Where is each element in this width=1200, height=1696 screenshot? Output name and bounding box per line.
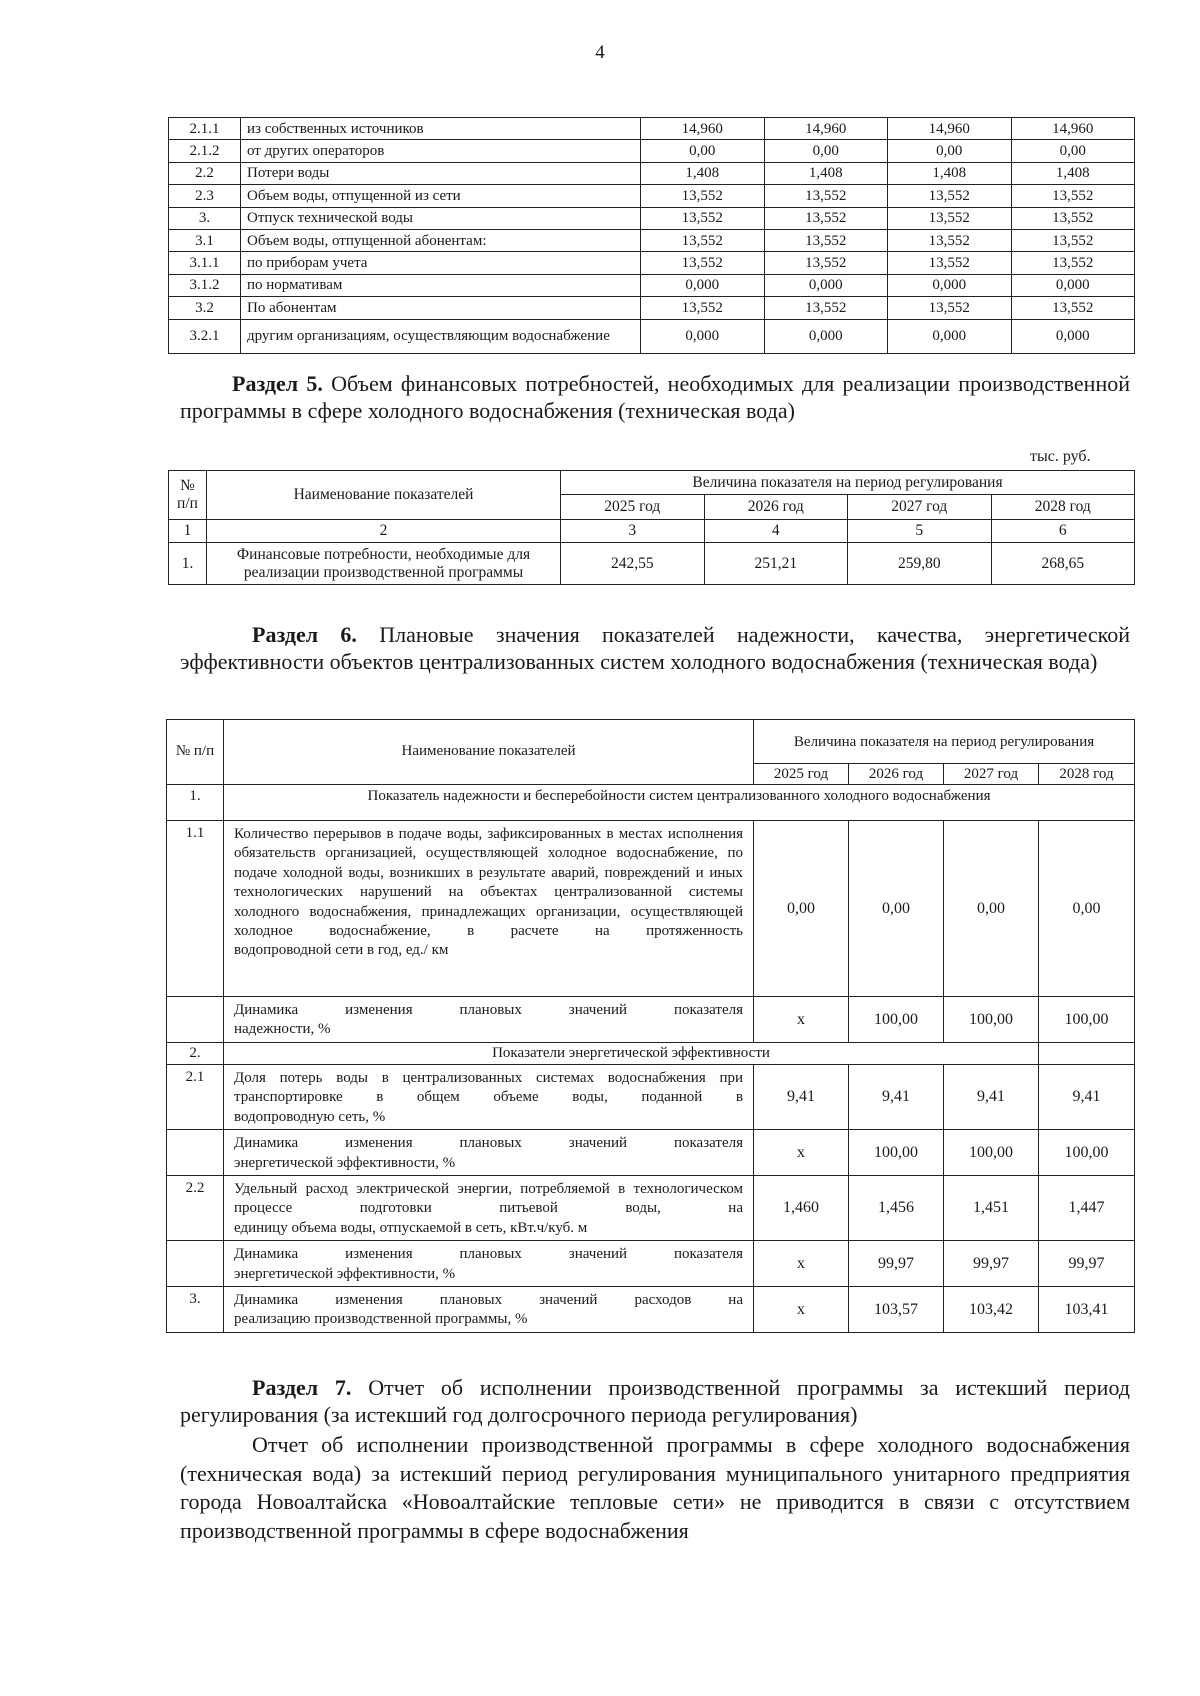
table-row [169,118,1135,140]
table-row [169,162,1135,184]
s6-year: 2028 год [1039,764,1135,785]
r22-value: 1,456 [849,1176,944,1241]
row-value: 0,000 [764,274,888,296]
row-value: 14,960 [1011,118,1135,140]
row-value: 14,960 [888,118,1012,140]
r22d-value: 99,97 [849,1241,944,1287]
row-number: 3.1.1 [169,252,241,274]
row-name: по приборам учета [241,252,641,274]
s5-row-num: 1. [169,543,207,585]
row-name: Объем воды, отпущенной абонентам: [241,229,641,251]
row-value: 13,552 [764,185,888,207]
r21d-value: 100,00 [849,1130,944,1176]
s5-head-num: № п/п [169,471,207,520]
r21d-name-a: Динамика изменения плановых значений показателя [234,1135,743,1152]
s5-col-number: 5 [848,520,992,543]
s5-row-value: 242,55 [561,543,705,585]
s5-col-number: 4 [704,520,848,543]
r22-name [224,1176,754,1241]
r22d-name [224,1241,754,1287]
row-value: 13,552 [888,297,1012,319]
section6-title: Плановые значения показателей надежности, качества, энергетической эффективности объектов централизованных систем холодного водоснабжения (техническая вода) [180,622,1130,674]
r22d-value: 99,97 [944,1241,1039,1287]
group2-empty-cell [1039,1043,1135,1065]
section6-heading [180,621,1130,675]
r22-value: 1,451 [944,1176,1039,1241]
row-value: 13,552 [641,185,765,207]
row-number: 2.2 [169,162,241,184]
group2-title: Показатели энергетической эффективности [224,1043,1039,1065]
section7-body [180,1431,1130,1545]
row-value: 13,552 [641,207,765,229]
r21d-value: 100,00 [944,1130,1039,1176]
s6-year: 2026 год [849,764,944,785]
row-name: Потери воды [241,162,641,184]
r11-name-b: водопроводной сети в год, ед./ км [234,942,449,959]
reliability-indicators-table [166,719,1135,1333]
section5-heading [180,370,1130,424]
r22-name-a: Удельный расход электрической энергии, потребляемой в технологическом процессе подготовки питьевой воды, на [234,1181,743,1217]
table-row [169,319,1135,353]
s6-head-num: № п/п [167,720,224,785]
r21-name-a: Доля потерь воды в централизованных системах водоснабжения при транспортировке в общем объеме воды, поданной в [234,1070,743,1106]
row-value: 13,552 [764,297,888,319]
s6-year: 2027 год [944,764,1039,785]
row-number: 2.1.1 [169,118,241,140]
table-row [169,297,1135,319]
row-value: 0,00 [888,140,1012,162]
r21d-name [224,1130,754,1176]
row-name: от других операторов [241,140,641,162]
r11d-num [167,997,224,1043]
r11d-value: 100,00 [944,997,1039,1043]
row-value: 13,552 [888,229,1012,251]
s5-row-value: 268,65 [991,543,1135,585]
r11d-name-a: Динамика изменения плановых значений показателя [234,1002,743,1018]
r21d-name-b: энергетической эффективности, % [234,1154,456,1171]
r3-value: 103,41 [1039,1287,1135,1333]
r21-value: 9,41 [1039,1065,1135,1130]
row-number: 3.1 [169,229,241,251]
group1-title: Показатель надежности и бесперебойности систем централизованного холодного водоснабжения [224,785,1135,821]
row-value: 1,408 [641,162,765,184]
row-value: 13,552 [641,229,765,251]
s5-row-value: 259,80 [848,543,992,585]
table-row [169,140,1135,162]
s5-col-number: 2 [207,520,561,543]
r3-name-b: реализацию производственной программы, % [234,1311,528,1328]
row-name: Отпуск технической воды [241,207,641,229]
r11-name-a: Количество перерывов в подаче воды, зафиксированных в местах исполнения обязательств организацией, осуществляющей холодное водоснабжение, по подаче холодной воды, возникших в результате аварий, повреждений и иных технологических нарушений на объектах централизованной системы холодного водоснабжения, принадлежащих организации, осуществляющей холодное водоснабжение, в расчете на протяженность [234,826,743,940]
row-value: 13,552 [764,207,888,229]
row-number: 2.3 [169,185,241,207]
s6-head-name: Наименование показателей [224,720,754,785]
r22-value: 1,460 [754,1176,849,1241]
row-value: 13,552 [641,252,765,274]
row-value: 0,000 [641,319,765,353]
r11-value: 0,00 [754,821,849,997]
row-value: 14,960 [641,118,765,140]
r22-value: 1,447 [1039,1176,1135,1241]
table-row [169,185,1135,207]
row-value: 0,000 [641,274,765,296]
row-number: 3.2.1 [169,319,241,353]
r21-value: 9,41 [849,1065,944,1130]
row-name: из собственных источников [241,118,641,140]
page-number: 4 [595,42,605,63]
row-value: 0,00 [641,140,765,162]
r11-value: 0,00 [1039,821,1135,997]
r21d-num [167,1130,224,1176]
s6-year: 2025 год [754,764,849,785]
section5-label: Раздел 5. [232,371,323,396]
row-value: 13,552 [764,252,888,274]
s5-row-value: 251,21 [704,543,848,585]
r21-value: 9,41 [754,1065,849,1130]
row-name: другим организациям, осуществляющим водоснабжение [241,319,641,353]
table-row [169,229,1135,251]
row-value: 13,552 [764,229,888,251]
row-number: 3. [169,207,241,229]
row-value: 1,408 [888,162,1012,184]
r22d-value: х [754,1241,849,1287]
table-row [169,274,1135,296]
section6-label: Раздел 6. [252,622,357,647]
row-value: 13,552 [1011,185,1135,207]
s5-head-name: Наименование показателей [207,471,561,520]
row-value: 0,000 [764,319,888,353]
row-value: 0,000 [1011,319,1135,353]
s5-head-period: Величина показателя на период регулирования [561,471,1135,495]
section7-heading [180,1374,1130,1428]
r22-num: 2.2 [167,1176,224,1241]
r3-value: 103,57 [849,1287,944,1333]
row-number: 2.1.2 [169,140,241,162]
r22d-num [167,1241,224,1287]
row-number: 3.1.2 [169,274,241,296]
r21d-value: 100,00 [1039,1130,1135,1176]
row-value: 13,552 [888,185,1012,207]
section5-unit: тыс. руб. [1030,448,1091,465]
r11d-name-b: надежности, % [234,1021,331,1038]
row-number: 3.2 [169,297,241,319]
r21-num: 2.1 [167,1065,224,1130]
section7-label: Раздел 7. [252,1375,352,1400]
r3-name-a: Динамика изменения плановых значений расходов на [234,1292,743,1309]
row-value: 13,552 [888,252,1012,274]
r11d-value: 100,00 [849,997,944,1043]
row-value: 1,408 [1011,162,1135,184]
r22d-value: 99,97 [1039,1241,1135,1287]
r22d-name-b: энергетической эффективности, % [234,1265,456,1282]
row-name: По абонентам [241,297,641,319]
table-row [169,207,1135,229]
financial-needs-table [168,470,1135,585]
row-value: 0,000 [1011,274,1135,296]
s5-col-number: 1 [169,520,207,543]
row-value: 13,552 [641,297,765,319]
section7-title: Отчет об исполнении производственной программы за истекший период регулирования (за истекший год долгосрочного периода регулирования) [180,1375,1131,1427]
r22-name-b: единицу объема воды, отпускаемой в сеть, кВт.ч/куб. м [234,1219,588,1236]
water-balance-table [168,117,1135,354]
r3-value: х [754,1287,849,1333]
r11-name [224,821,754,997]
r11d-value: 100,00 [1039,997,1135,1043]
r11d-name [224,997,754,1043]
group2-num: 2. [167,1043,224,1065]
row-value: 0,000 [888,319,1012,353]
r21d-value: х [754,1130,849,1176]
section5-title: Объем финансовых потребностей, необходимых для реализации производственной программы в сфере холодного водоснабжения (техническая вода) [180,371,1131,423]
r3-num: 3. [167,1287,224,1333]
row-value: 13,552 [1011,207,1135,229]
row-value: 13,552 [888,207,1012,229]
s5-year: 2025 год [561,495,705,520]
r3-value: 103,42 [944,1287,1039,1333]
row-value: 13,552 [1011,297,1135,319]
s5-col-number: 3 [561,520,705,543]
row-value: 14,960 [764,118,888,140]
r11d-value: х [754,997,849,1043]
row-value: 13,552 [1011,252,1135,274]
r21-name-b: водопроводную сеть, % [234,1108,386,1125]
s5-col-number: 6 [991,520,1135,543]
s5-row-name: Финансовые потребности, необходимые для реализации производственной программы [207,543,561,585]
s5-year: 2028 год [991,495,1135,520]
r11-value: 0,00 [944,821,1039,997]
row-name: Объем воды, отпущенной из сети [241,185,641,207]
table-row [169,252,1135,274]
s6-head-period: Величина показателя на период регулирования [754,720,1135,764]
section7-body-text: Отчет об исполнении производственной программы в сфере холодного водоснабжения (техническая вода) за истекший период регулирования муниципального унитарного предприятия города Новоалтайска «Новоалтайские тепловые сети» не приводится в связи с отсутствием производственной программы в сфере водоснабжения [180,1432,1130,1543]
r11-value: 0,00 [849,821,944,997]
r22d-name-a: Динамика изменения плановых значений показателя [234,1246,743,1263]
r3-name [224,1287,754,1333]
row-name: по нормативам [241,274,641,296]
row-value: 0,00 [1011,140,1135,162]
r21-name [224,1065,754,1130]
r11-num: 1.1 [167,821,224,997]
row-value: 0,00 [764,140,888,162]
s5-year: 2027 год [848,495,992,520]
s5-year: 2026 год [704,495,848,520]
row-value: 13,552 [1011,229,1135,251]
group1-num: 1. [167,785,224,821]
r21-value: 9,41 [944,1065,1039,1130]
row-value: 1,408 [764,162,888,184]
row-value: 0,000 [888,274,1012,296]
